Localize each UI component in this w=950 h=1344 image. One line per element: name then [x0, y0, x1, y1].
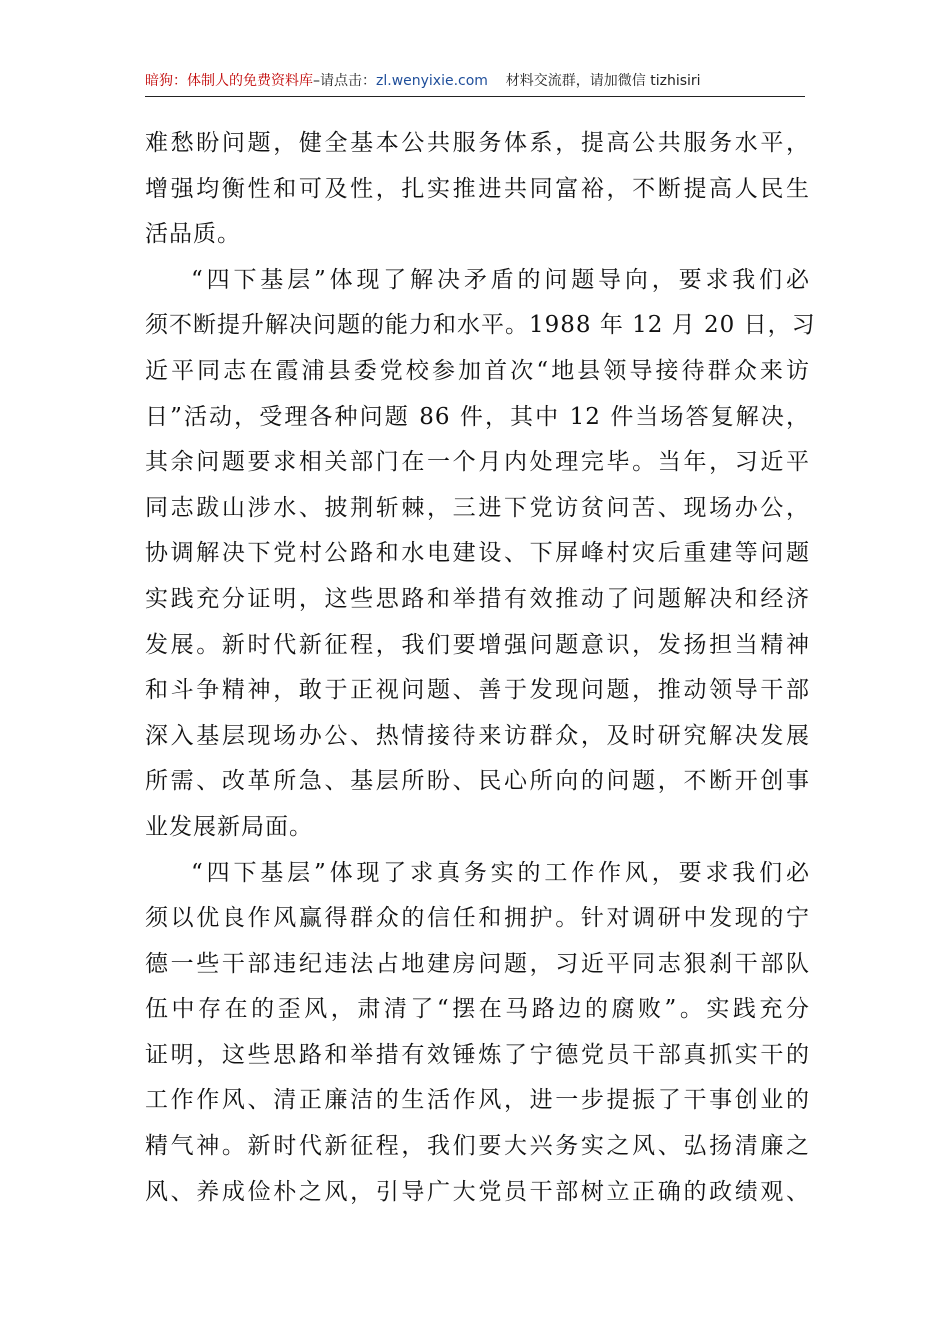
paragraph-line: 须以优良作风赢得群众的信任和拥护。针对调研中发现的宁 — [145, 905, 810, 932]
paragraph-line: 难愁盼问题，健全基本公共服务体系，提高公共服务水平， — [145, 130, 810, 156]
paragraph-line: 日”活动，受理各种问题 86 件，其中 12 件当场答复解决， — [145, 403, 810, 430]
paragraph-line: 同志跋山涉水、披荆斩棘，三进下党访贫问苦、现场办公， — [145, 494, 810, 521]
header-prefix: 暗狗：体制人的免费资料库 — [145, 73, 313, 89]
paragraph-line: 所需、改革所急、基层所盼、民心所向的问题，不断开创事 — [145, 768, 810, 795]
paragraph-line: 风、养成俭朴之风，引导广大党员干部树立正确的政绩观、 — [145, 1178, 810, 1205]
paragraph — [145, 121, 810, 258]
paragraph-line: 其余问题要求相关部门在一个月内处理完毕。当年，习近平 — [145, 449, 810, 476]
paragraph-line: 深入基层现场办公、热情接待来访群众，及时研究解决发展 — [145, 722, 810, 749]
paragraph-line: “四下基层”体现了解决矛盾的问题导向，要求我们必 — [191, 266, 810, 293]
paragraph-line: 伍中存在的歪风，肃清了“摆在马路边的腐败”。实践充分 — [145, 996, 810, 1023]
paragraph-line: 活品质。 — [145, 221, 241, 248]
paragraph — [145, 851, 810, 1216]
header-contact: 材料交流群，请加微信 tizhisiri — [505, 73, 701, 89]
paragraph-line: 实践充分证明，这些思路和举措有效推动了问题解决和经济 — [145, 585, 810, 612]
paragraph-line: 和斗争精神，敢于正视问题、善于发现问题，推动领导干部 — [145, 677, 810, 704]
paragraph-line: 工作作风、清正廉洁的生活作风，进一步提振了干事创业的 — [145, 1087, 810, 1114]
paragraph-line: 精气神。新时代新征程，我们要大兴务实之风、弘扬清廉之 — [145, 1133, 810, 1160]
header-url-link[interactable]: zl.wenyixie.com — [376, 73, 488, 89]
paragraph-line: 证明，这些思路和举措有效锤炼了宁德党员干部真抓实干的 — [145, 1041, 810, 1068]
paragraph-line: 须不断提升解决问题的能力和水平。1988 年 12 月 20 日，习 — [145, 312, 816, 339]
document-body — [145, 121, 816, 1215]
paragraph-line: 增强均衡性和可及性，扎实推进共同富裕，不断提高人民生 — [145, 175, 810, 202]
paragraph-line: “四下基层”体现了求真务实的工作作风，要求我们必 — [191, 859, 810, 886]
paragraph-line: 协调解决下党村公路和水电建设、下屏峰村灾后重建等问题 — [145, 540, 810, 567]
paragraph-line: 德一些干部违纪违法占地建房问题，习近平同志狠刹干部队 — [145, 950, 810, 977]
paragraph — [145, 258, 816, 851]
page-header — [145, 70, 805, 97]
header-click-label: –请点击： — [313, 73, 376, 89]
paragraph-line: 业发展新局面。 — [145, 813, 313, 840]
paragraph-line: 发展。新时代新征程，我们要增强问题意识，发扬担当精神 — [145, 631, 810, 658]
paragraph-line: 近平同志在霞浦县委党校参加首次“地县领导接待群众来访 — [145, 357, 810, 384]
